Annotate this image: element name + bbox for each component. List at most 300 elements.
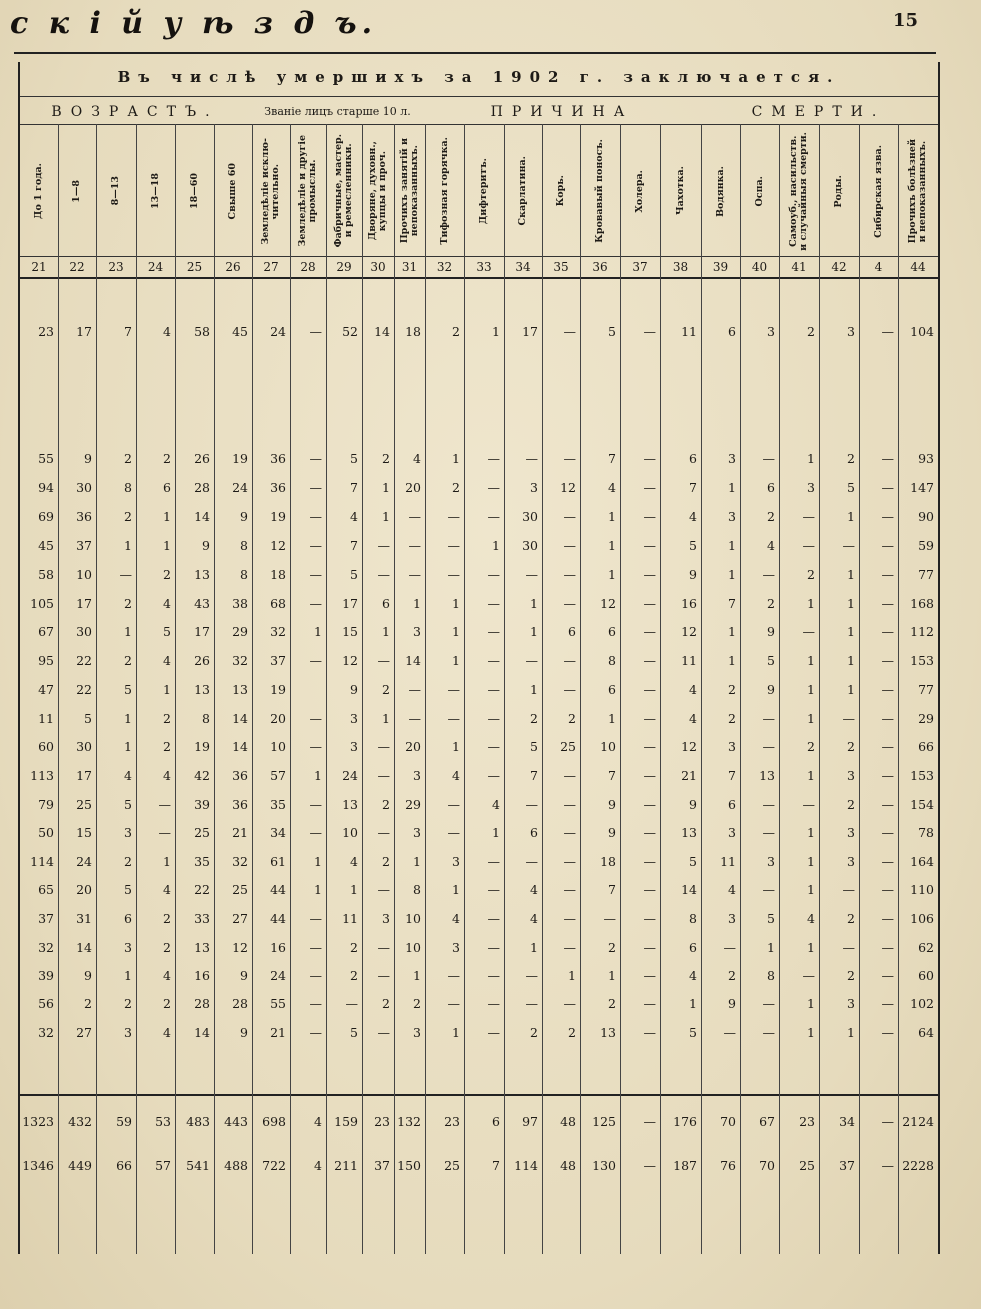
total-cell: 53 xyxy=(155,1114,171,1129)
table-cell: — xyxy=(563,451,576,466)
table-cell: 90 xyxy=(918,509,934,524)
table-cell: 2 xyxy=(163,451,171,466)
table-cell: — xyxy=(643,911,656,926)
table-cell: — xyxy=(802,538,815,553)
table-cell: — xyxy=(447,509,460,524)
table-cell: — xyxy=(563,854,576,869)
table-cell: — xyxy=(309,567,322,582)
table-cell: 1 xyxy=(452,653,460,668)
table-cell: — xyxy=(762,996,775,1011)
total-cell: — xyxy=(881,1158,894,1173)
column-number: 23 xyxy=(108,260,124,274)
table-cell: 29 xyxy=(405,797,421,812)
table-cell: 39 xyxy=(194,797,210,812)
table-cell: 6 xyxy=(689,940,697,955)
table-cell: — xyxy=(309,324,322,339)
table-cell: — xyxy=(842,882,855,897)
table-cell: 2 xyxy=(728,711,736,726)
table-cell: — xyxy=(377,739,390,754)
table-cell: 4 xyxy=(452,768,460,783)
table-cell: — xyxy=(487,596,500,611)
table-cell: — xyxy=(881,451,894,466)
total-cell: 187 xyxy=(673,1158,697,1173)
table-cell: 32 xyxy=(38,1025,54,1040)
table-cell: 55 xyxy=(38,451,54,466)
table-cell: 2 xyxy=(124,509,132,524)
table-cell: 2 xyxy=(728,968,736,983)
table-cell: 6 xyxy=(124,911,132,926)
table-cell: — xyxy=(643,567,656,582)
total-cell: 4 xyxy=(314,1158,322,1173)
table-cell: 28 xyxy=(232,996,248,1011)
table-cell: 31 xyxy=(76,911,92,926)
column-header xyxy=(175,126,214,256)
table-cell: 55 xyxy=(270,996,286,1011)
table-cell: 7 xyxy=(608,451,616,466)
table-cell: — xyxy=(762,739,775,754)
table-cell: 6 xyxy=(530,825,538,840)
total-cell: 114 xyxy=(514,1158,538,1173)
total-cell: 2228 xyxy=(902,1158,934,1173)
table-cell: 1 xyxy=(530,624,538,639)
table-cell: — xyxy=(881,854,894,869)
table-cell: 6 xyxy=(163,480,171,495)
table-cell: 11 xyxy=(720,854,736,869)
table-cell: 1 xyxy=(728,624,736,639)
column-number: 38 xyxy=(672,260,689,274)
table-cell: 16 xyxy=(681,596,697,611)
total-cell: 37 xyxy=(839,1158,855,1173)
table-cell: 26 xyxy=(194,653,210,668)
table-cell: 32 xyxy=(38,940,54,955)
table-cell: 3 xyxy=(530,480,538,495)
total-cell: 483 xyxy=(186,1114,210,1129)
table-cell: 19 xyxy=(270,509,286,524)
table-cell: 1 xyxy=(382,624,390,639)
table-cell: 18 xyxy=(270,567,286,582)
total-cell: 70 xyxy=(720,1114,736,1129)
table-cell: — xyxy=(408,567,421,582)
column-header-label: До 1 года. xyxy=(33,163,44,219)
table-cell: — xyxy=(881,911,894,926)
table-cell: 6 xyxy=(728,324,736,339)
table-cell: 2 xyxy=(452,324,460,339)
table-cell: — xyxy=(447,968,460,983)
table-cell: 29 xyxy=(918,711,934,726)
table-cell: — xyxy=(762,451,775,466)
table-cell: — xyxy=(881,567,894,582)
table-cell: 79 xyxy=(38,797,54,812)
table-cell: 9 xyxy=(689,797,697,812)
total-cell: 541 xyxy=(186,1158,210,1173)
table-cell: 10 xyxy=(270,739,286,754)
column-header xyxy=(701,126,740,256)
table-cell: 3 xyxy=(382,911,390,926)
total-cell: 176 xyxy=(673,1114,697,1129)
table-cell: 2 xyxy=(382,854,390,869)
table-cell: — xyxy=(119,567,132,582)
table-cell: — xyxy=(643,682,656,697)
table-cell: — xyxy=(345,996,358,1011)
totals-rule xyxy=(20,1094,938,1096)
table-cell: 2 xyxy=(413,996,421,1011)
table-cell: 3 xyxy=(452,940,460,955)
table-cell: 1 xyxy=(350,882,358,897)
table-cell: 3 xyxy=(847,825,855,840)
table-cell: 7 xyxy=(530,768,538,783)
total-cell: 70 xyxy=(759,1158,775,1173)
table-cell: — xyxy=(762,882,775,897)
table-cell: — xyxy=(643,854,656,869)
column-number: 42 xyxy=(831,260,847,274)
table-cell: 25 xyxy=(194,825,210,840)
table-cell: — xyxy=(408,711,421,726)
total-cell: 132 xyxy=(397,1114,421,1129)
table-cell: 3 xyxy=(728,509,736,524)
table-cell: — xyxy=(881,538,894,553)
table-cell: — xyxy=(447,797,460,812)
table-cell: — xyxy=(447,825,460,840)
table-cell: 15 xyxy=(342,624,358,639)
column-header xyxy=(58,126,96,256)
table-cell: 5 xyxy=(689,538,697,553)
column-header-label: Тифозная горячка. xyxy=(438,137,450,245)
table-cell: — xyxy=(762,797,775,812)
table-cell: 9 xyxy=(202,538,210,553)
table-cell: — xyxy=(309,911,322,926)
table-cell: 10 xyxy=(405,940,421,955)
table-cell: 4 xyxy=(530,882,538,897)
table-cell: 7 xyxy=(608,882,616,897)
table-cell: — xyxy=(563,682,576,697)
total-cell: 698 xyxy=(262,1114,286,1129)
table-cell: — xyxy=(563,940,576,955)
table-cell: — xyxy=(563,509,576,524)
total-cell: 34 xyxy=(839,1114,855,1129)
column-header-label: Оспа. xyxy=(753,175,765,207)
column-header xyxy=(394,126,425,256)
column-number: 40 xyxy=(751,260,768,274)
table-cell: 20 xyxy=(270,711,286,726)
table-cell: 2 xyxy=(163,567,171,582)
table-cell: 17 xyxy=(342,596,358,611)
column-number: 32 xyxy=(436,260,453,274)
table-cell: 5 xyxy=(689,854,697,869)
table-cell: — xyxy=(881,509,894,524)
table-cell: 2 xyxy=(124,451,132,466)
column-header-label: Прочихъ занятій и непоказанныхъ. xyxy=(398,138,420,244)
table-cell: 5 xyxy=(163,624,171,639)
table-cell: 9 xyxy=(240,1025,248,1040)
table-cell: 10 xyxy=(342,825,358,840)
group-age: ВОЗРАСТЪ. xyxy=(51,104,219,120)
total-cell: 125 xyxy=(592,1114,616,1129)
table-cell: 1 xyxy=(163,854,171,869)
table-cell: — xyxy=(881,768,894,783)
total-cell: 211 xyxy=(334,1158,358,1173)
table-cell: — xyxy=(881,797,894,812)
table-cell: — xyxy=(643,624,656,639)
table-cell: 1 xyxy=(847,653,855,668)
column-number: 41 xyxy=(791,260,807,274)
table-cell: — xyxy=(762,1025,775,1040)
group-rule xyxy=(20,124,938,125)
table-cell: 2 xyxy=(124,996,132,1011)
column-header-label: Дворяне, духовн., купцы и проч. xyxy=(367,141,388,241)
table-cell: — xyxy=(881,596,894,611)
table-cell: 18 xyxy=(405,324,421,339)
table-cell: 4 xyxy=(728,882,736,897)
column-header-label: Чахотка. xyxy=(674,166,686,216)
table-cell: 58 xyxy=(194,324,210,339)
column-header xyxy=(362,126,394,256)
table-cell: 1 xyxy=(568,968,576,983)
total-cell: 4 xyxy=(314,1114,322,1129)
table-cell: 4 xyxy=(530,911,538,926)
table-cell: 2 xyxy=(608,996,616,1011)
table-cell: — xyxy=(762,825,775,840)
table-cell: — xyxy=(487,739,500,754)
table-cell: — xyxy=(487,567,500,582)
column-header-label: 13—18 xyxy=(149,173,161,209)
table-cell: 1 xyxy=(492,324,500,339)
table-cell: 1 xyxy=(807,854,815,869)
group-rank: Званіе лицъ старше 10 л. xyxy=(264,105,411,118)
table-cell: — xyxy=(643,825,656,840)
total-cell: 449 xyxy=(68,1158,92,1173)
table-cell: 164 xyxy=(910,854,934,869)
table-cell: — xyxy=(487,653,500,668)
table-cell: 9 xyxy=(240,968,248,983)
table-cell: 4 xyxy=(163,768,171,783)
table-cell: — xyxy=(643,509,656,524)
total-cell: 66 xyxy=(116,1158,132,1173)
table-cell: 4 xyxy=(608,480,616,495)
table-cell: — xyxy=(408,682,421,697)
column-header xyxy=(779,126,819,256)
table-cell: 58 xyxy=(38,567,54,582)
table-cell: 114 xyxy=(30,854,54,869)
table-cell: 4 xyxy=(807,911,815,926)
table-cell: — xyxy=(563,797,576,812)
table-cell: 8 xyxy=(413,882,421,897)
table-cell: 3 xyxy=(124,940,132,955)
table-cell: 3 xyxy=(728,825,736,840)
table-cell: 2 xyxy=(124,596,132,611)
table-cell: 1 xyxy=(807,825,815,840)
table-cell: 1 xyxy=(163,682,171,697)
table-cell: 77 xyxy=(918,567,934,582)
total-cell: 6 xyxy=(492,1114,500,1129)
column-number: 44 xyxy=(910,260,926,274)
table-cell: 6 xyxy=(767,480,775,495)
table-cell: 5 xyxy=(689,1025,697,1040)
table-cell: 3 xyxy=(847,324,855,339)
table-cell: 36 xyxy=(76,509,92,524)
column-header-label: Водянка. xyxy=(714,165,726,217)
table-cell: 1 xyxy=(382,509,390,524)
table-cell: 2 xyxy=(163,739,171,754)
column-header-label: Роды. xyxy=(833,174,844,208)
table-cell: 1 xyxy=(124,739,132,754)
table-cell: 147 xyxy=(910,480,934,495)
table-cell: 34 xyxy=(270,825,286,840)
table-cell: — xyxy=(408,509,421,524)
table-cell: 9 xyxy=(689,567,697,582)
table-cell: 2 xyxy=(350,968,358,983)
table-cell: 94 xyxy=(38,480,54,495)
table-cell: — xyxy=(377,825,390,840)
table-cell: 24 xyxy=(232,480,248,495)
table-cell: — xyxy=(563,996,576,1011)
table-cell: 9 xyxy=(608,797,616,812)
table-cell: 30 xyxy=(522,538,538,553)
table-cell: 9 xyxy=(84,968,92,983)
column-header xyxy=(326,126,362,256)
table-cell: 6 xyxy=(568,624,576,639)
table-cell: — xyxy=(487,480,500,495)
table-cell: 68 xyxy=(270,596,286,611)
column-number: 26 xyxy=(225,260,241,274)
table-cell: 2 xyxy=(124,854,132,869)
table-cell: 6 xyxy=(689,451,697,466)
table-cell: 11 xyxy=(38,711,54,726)
table-cell: 2 xyxy=(163,911,171,926)
column-header-label: 8—13 xyxy=(110,176,121,206)
column-number: 22 xyxy=(69,260,85,274)
table-cell: 13 xyxy=(194,682,210,697)
table-cell: 1 xyxy=(452,451,460,466)
table-cell: 17 xyxy=(76,596,92,611)
table-cell: 2 xyxy=(163,940,171,955)
table-cell: 2 xyxy=(807,567,815,582)
total-cell: 25 xyxy=(799,1158,815,1173)
table-cell: 13 xyxy=(759,768,775,783)
table-cell: 4 xyxy=(452,911,460,926)
table-cell: — xyxy=(487,768,500,783)
table-cell: 69 xyxy=(38,509,54,524)
table-cell: — xyxy=(377,768,390,783)
column-header-label: Скарлатина. xyxy=(517,156,528,226)
table-cell: 10 xyxy=(405,911,421,926)
table-cell: 4 xyxy=(689,682,697,697)
table-cell: 78 xyxy=(918,825,934,840)
table-cell: — xyxy=(487,968,500,983)
column-header-label: Земледѣліе исклю- чительно. xyxy=(260,137,281,245)
column-number: 4 xyxy=(874,260,883,274)
table-cell: — xyxy=(377,940,390,955)
table-cell: — xyxy=(309,739,322,754)
table-cell: 1 xyxy=(382,711,390,726)
table-cell: 16 xyxy=(194,968,210,983)
table-cell: 7 xyxy=(728,596,736,611)
total-cell: 130 xyxy=(592,1158,616,1173)
table-cell: 2 xyxy=(382,682,390,697)
table-cell: 3 xyxy=(847,996,855,1011)
table-cell: 6 xyxy=(608,682,616,697)
total-cell: 25 xyxy=(444,1158,460,1173)
table-cell: 4 xyxy=(163,324,171,339)
table-cell: 52 xyxy=(342,324,358,339)
table-cell: 14 xyxy=(405,653,421,668)
table-cell: 3 xyxy=(452,854,460,869)
table-cell: 60 xyxy=(38,739,54,754)
table-cell: — xyxy=(881,324,894,339)
table-cell: 4 xyxy=(163,1025,171,1040)
table-cell: 25 xyxy=(232,882,248,897)
table-cell: — xyxy=(447,996,460,1011)
table-cell: 5 xyxy=(124,882,132,897)
total-cell: 2124 xyxy=(902,1114,934,1129)
table-cell: — xyxy=(881,739,894,754)
table-cell: 1 xyxy=(807,596,815,611)
table-cell: 2 xyxy=(530,711,538,726)
table-cell: 43 xyxy=(194,596,210,611)
table-cell: 1 xyxy=(767,940,775,955)
table-cell: 13 xyxy=(232,682,248,697)
table-cell: 3 xyxy=(728,911,736,926)
table-cell: — xyxy=(377,538,390,553)
page-number: 15 xyxy=(893,10,919,31)
table-cell: — xyxy=(643,1025,656,1040)
table-cell: — xyxy=(563,882,576,897)
table-cell: 23 xyxy=(38,324,54,339)
table-cell: — xyxy=(309,451,322,466)
table-cell: 1 xyxy=(314,624,322,639)
table-cell: 12 xyxy=(681,624,697,639)
table-cell: 9 xyxy=(767,682,775,697)
table-cell: — xyxy=(487,882,500,897)
table-cell: 7 xyxy=(689,480,697,495)
table-cell: 1 xyxy=(452,882,460,897)
column-header xyxy=(136,126,175,256)
table-cell: 7 xyxy=(124,324,132,339)
table-cell: 13 xyxy=(600,1025,616,1040)
table-cell: 3 xyxy=(124,825,132,840)
table-cell: 8 xyxy=(202,711,210,726)
table-cell: 1 xyxy=(847,1025,855,1040)
table-cell: 13 xyxy=(194,940,210,955)
table-cell: 1 xyxy=(413,968,421,983)
table-cell: — xyxy=(802,509,815,524)
table-cell: 1 xyxy=(452,1025,460,1040)
table-cell: 1 xyxy=(807,882,815,897)
total-cell: 432 xyxy=(68,1114,92,1129)
total-cell: 23 xyxy=(799,1114,815,1129)
table-cell: 3 xyxy=(767,854,775,869)
table-cell: 35 xyxy=(270,797,286,812)
table-cell: 1 xyxy=(847,624,855,639)
table-cell: 7 xyxy=(350,480,358,495)
table-cell: 37 xyxy=(38,911,54,926)
table-cell: 30 xyxy=(76,624,92,639)
table-cell: 9 xyxy=(728,996,736,1011)
table-cell: 6 xyxy=(728,797,736,812)
total-cell: 159 xyxy=(334,1114,358,1129)
column-header-label: Корь. xyxy=(555,175,566,207)
table-cell: 2 xyxy=(807,739,815,754)
table-cell: 104 xyxy=(910,324,934,339)
table-cell: 2 xyxy=(163,996,171,1011)
table-cell: 4 xyxy=(163,968,171,983)
total-cell: 67 xyxy=(759,1114,775,1129)
table-cell: 1 xyxy=(728,567,736,582)
table-cell: 1 xyxy=(452,739,460,754)
table-cell: 6 xyxy=(382,596,390,611)
total-cell: — xyxy=(643,1158,656,1173)
table-cell: 77 xyxy=(918,682,934,697)
table-cell: 11 xyxy=(681,324,697,339)
